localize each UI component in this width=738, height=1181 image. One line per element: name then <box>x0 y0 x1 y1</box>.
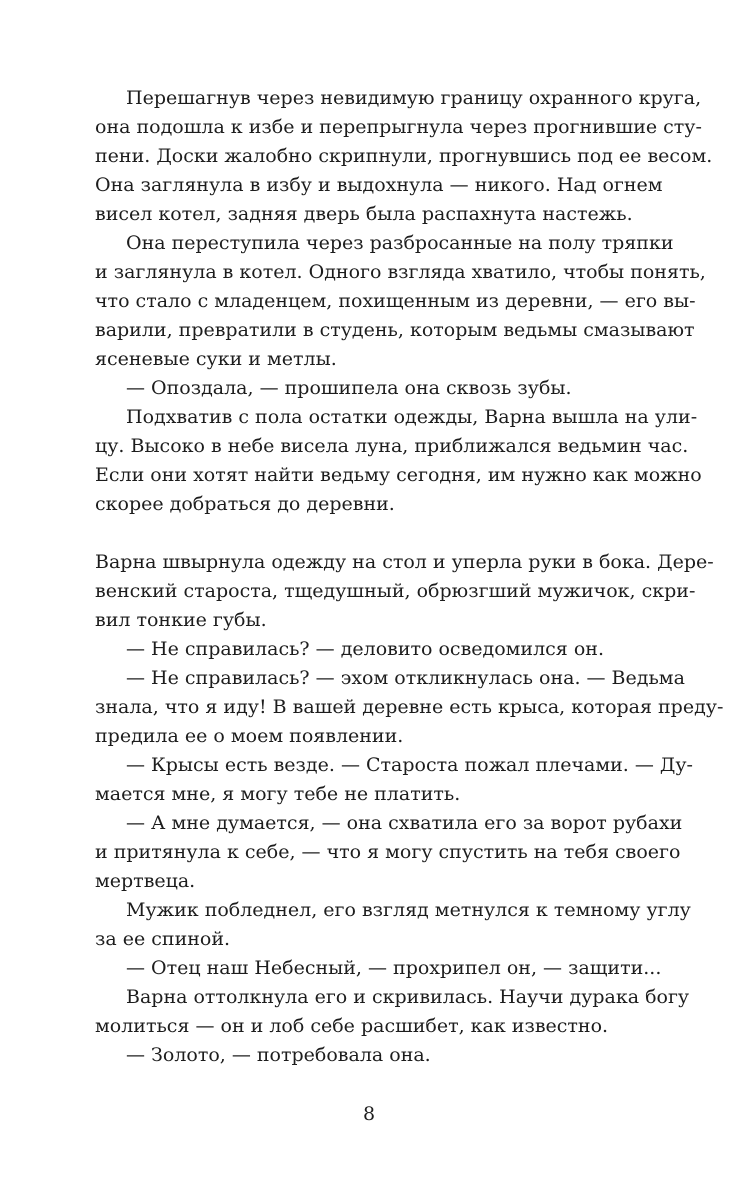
text-line: Она заглянула в избу и выдохнула — никого. Над огнем <box>95 174 663 196</box>
text-line: мертвеца. <box>95 870 196 892</box>
text-line: Перешагнув через невидимую границу охранного круга, <box>126 87 702 109</box>
text-line: вил тонкие губы. <box>95 609 267 631</box>
text-line: Подхватив с пола остатки одежды, Варна вышла на ули- <box>126 406 698 428</box>
text-line: — Не справилась? — эхом откликнулась она. — Ведьма <box>126 667 685 689</box>
text-line: Мужик побледнел, его взгляд метнулся к темному углу <box>126 899 691 921</box>
text-line: — Опоздала, — прошипела она сквозь зубы. <box>126 377 572 399</box>
text-line: венский староста, тщедушный, обрюзгший мужичок, скри- <box>95 580 696 602</box>
text-line: — Отец наш Небесный, — прохрипел он, — защити... <box>126 957 662 979</box>
text-line: — Золото, — потребовала она. <box>126 1044 431 1066</box>
text-line: молиться — он и лоб себе расшибет, как известно. <box>95 1015 609 1037</box>
text-line: ясеневые суки и метлы. <box>95 348 337 370</box>
text-line: — А мне думается, — она схватила его за ворот рубахи <box>126 812 683 834</box>
text-line: — Крысы есть везде. — Староста пожал плечами. — Ду- <box>126 754 693 776</box>
text-line: — Не справилась? — деловито осведомился он. <box>126 638 604 660</box>
text-line: цу. Высоко в небе висела луна, приближался ведьмин час. <box>95 435 689 457</box>
text-line: знала, что я иду! В вашей деревне есть крыса, которая преду- <box>95 696 724 718</box>
text-line: скорее добраться до деревни. <box>95 493 395 515</box>
text-line: она подошла к избе и перепрыгнула через прогнившие сту- <box>95 116 702 138</box>
text-line: Если они хотят найти ведьму сегодня, им нужно как можно <box>95 464 702 486</box>
text-line: пени. Доски жалобно скрипнули, прогнувшись под ее весом. <box>95 145 713 167</box>
page-number: 8 <box>362 1103 376 1125</box>
text-line: мается мне, я могу тебе не платить. <box>95 783 461 805</box>
text-line: и притянула к себе, — что я могу спустить на тебя своего <box>95 841 681 863</box>
text-line: висел котел, задняя дверь была распахнута настежь. <box>95 203 633 225</box>
text-line: за ее спиной. <box>95 928 231 950</box>
text-line: Она переступила через разбросанные на полу тряпки <box>126 232 674 254</box>
text-line: и заглянула в котел. Одного взгляда хватило, чтобы понять, <box>95 261 706 283</box>
text-line: что стало с младенцем, похищенным из деревни, — его вы- <box>95 290 696 312</box>
text-line: предила ее о моем появлении. <box>95 725 404 747</box>
text-line: варили, превратили в студень, которым ведьмы смазывают <box>95 319 695 341</box>
text-line: Варна оттолкнула его и скривилась. Научи дурака богу <box>126 986 690 1008</box>
text-line: Варна швырнула одежду на стол и уперла руки в бока. Дере- <box>95 551 714 573</box>
